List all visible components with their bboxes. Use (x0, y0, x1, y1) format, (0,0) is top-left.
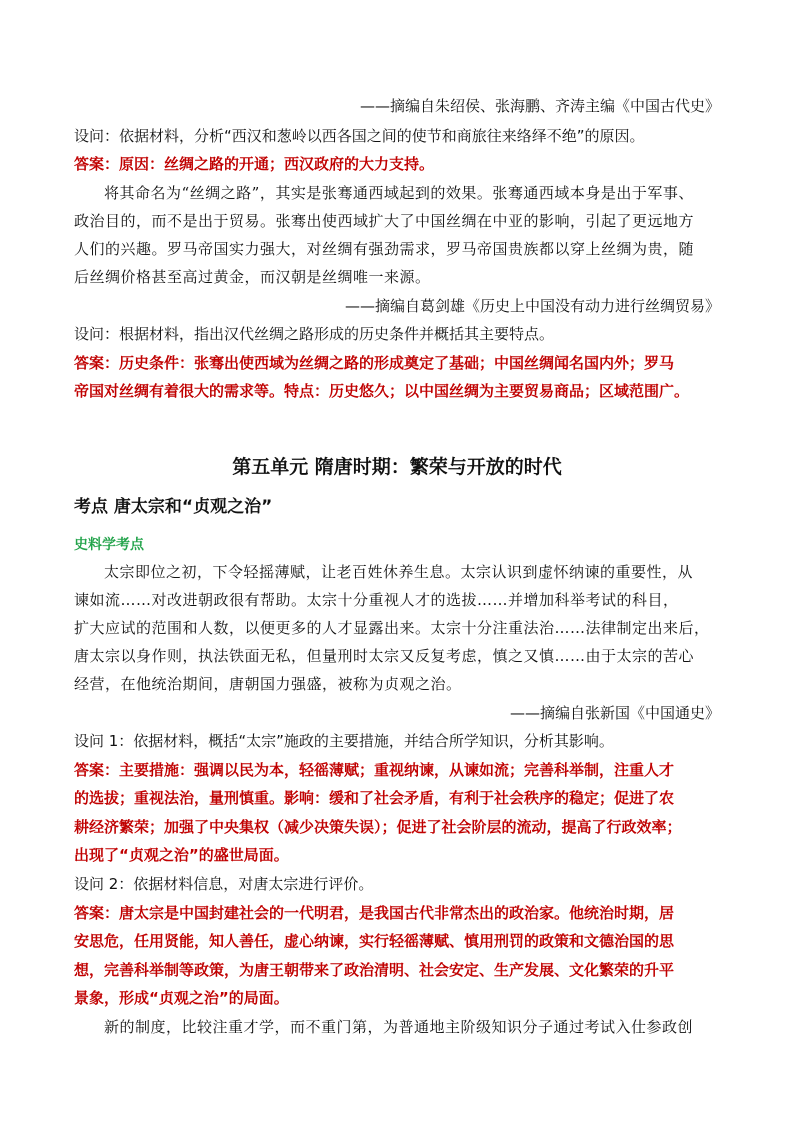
passage-line: 新的制度，比较注重才学，而不重门第，为普通地主阶级知识分子通过考试入仕参政创 (104, 1018, 694, 1036)
passage-line: 政治目的，而不是出于贸易。张骞出使西域扩大了中国丝绸在中亚的影响，引起了更远地方 (74, 212, 695, 230)
passage-line: 经营，在他统治期间，唐朝国力强盛，被称为贞观之治。 (74, 675, 462, 693)
question: 设问：依据材料，分析“西汉和葱岭以西各国之间的使节和商旅往来络绎不绝”的原因。 (74, 127, 645, 145)
answer-line: 答案：历史条件：张骞出使西域为丝绸之路的形成奠定了基础；中国丝绸闻名国内外；罗马 (74, 354, 675, 372)
topic-title: 考点 唐太宗和“贞观之治” (74, 497, 273, 517)
answer-line: 安思危，任用贤能，知人善任，虚心纳谏，实行轻徭薄赋、慎用刑罚的政策和文德治国的思 (74, 932, 675, 950)
passage-line: 人们的兴趣。罗马帝国实力强大，对丝绸有强劲需求，罗马帝国贵族都以穿上丝绸为贵，随 (74, 240, 695, 258)
answer-line: 想，完善科举制等政策，为唐王朝带来了政治清明、社会安定、生产发展、文化繁荣的升平 (74, 961, 675, 979)
source-citation: ——摘编自葛剑雄《历史上中国没有动力进行丝绸贸易》 (344, 297, 720, 315)
passage-line: 谏如流……对改进朝政很有帮助。太宗十分重视人才的选拔……并增加科举考试的科目， (74, 591, 679, 609)
unit-title: 第五单元 隋唐时期：繁荣与开放的时代 (232, 456, 562, 478)
source-citation: ——摘编自张新国《中国通史》 (509, 704, 720, 722)
passage-line: 后丝绸价格甚至高过黄金，而汉朝是丝绸唯一来源。 (74, 268, 431, 286)
question: 设问：根据材料，指出汉代丝绸之路形成的历史条件并概括其主要特点。 (74, 325, 555, 343)
passage-line: 唐太宗以身作则，执法铁面无私，但量刑时太宗又反复考虑，慎之又慎……由于太宗的苦心 (74, 647, 695, 665)
passage-line: 将其命名为“丝绸之路”，其实是张骞通西域起到的效果。张骞通西域本身是出于军事、 (104, 184, 694, 202)
source-citation: ——摘编自朱绍侯、张海鹏、齐涛主编《中国古代史》 (359, 97, 720, 115)
answer-line: 景象，形成“贞观之治”的局面。 (74, 989, 289, 1007)
answer: 答案：原因：丝绸之路的开通；西汉政府的大力支持。 (74, 155, 435, 173)
answer-line: 的选拔；重视法治，量刑慎重。影响：缓和了社会矛盾，有利于社会秩序的稳定；促进了农 (74, 789, 675, 807)
answer-line: 帝国对丝绸有着很大的需求等。特点：历史悠久；以中国丝绸为主要贸易商品；区域范围广。 (74, 382, 690, 400)
question: 设问 1：依据材料，概括“太宗”施政的主要措施，并结合所学知识，分析其影响。 (74, 732, 614, 750)
passage-line: 扩大应试的范围和人数，以便更多的人才显露出来。太宗十分注重法治……法律制定出来后， (74, 619, 710, 637)
answer-line: 耕经济繁荣；加强了中央集权（减少决策失误）；促进了社会阶层的流动，提高了行政效率； (74, 818, 682, 836)
answer-line: 出现了“贞观之治”的盛世局面。 (74, 846, 289, 864)
passage-line: 太宗即位之初，下令轻摇薄赋，让老百姓休养生息。太宗认识到虚怀纳谏的重要性，从 (104, 563, 694, 581)
question: 设问 2：依据材料信息，对唐太宗进行评价。 (74, 875, 374, 893)
answer-line: 答案：主要措施：强调以民为本，轻徭薄赋；重视纳谏，从谏如流；完善科举制，注重人才 (74, 761, 675, 779)
subhead: 史料学考点 (74, 537, 144, 553)
answer-line: 答案：唐太宗是中国封建社会的一代明君，是我国古代非常杰出的政治家。他统治时期，居 (74, 904, 675, 922)
